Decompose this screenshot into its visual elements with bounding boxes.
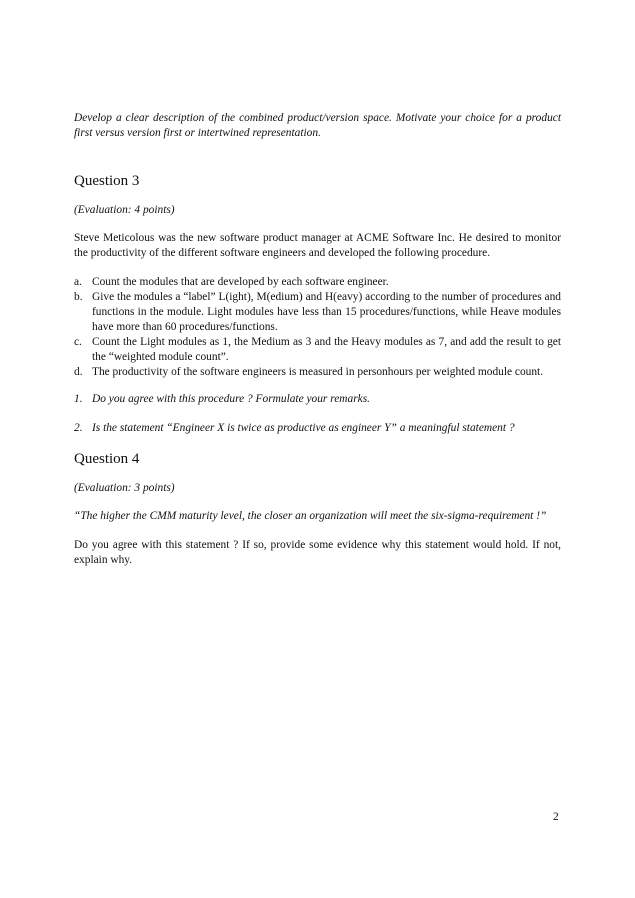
- question-3-heading: Question 3: [74, 173, 140, 189]
- subquestion-text: Do you agree with this procedure ? Formulate your remarks.: [92, 393, 370, 405]
- procedure-step: [74, 335, 561, 365]
- page-number: 2: [553, 811, 559, 823]
- question-4-heading: Question 4: [74, 451, 140, 467]
- question-3-subquestions: [74, 392, 561, 436]
- step-marker: c.: [74, 336, 82, 348]
- subquestion-marker: 2.: [74, 422, 83, 434]
- step-text: Count the Light modules as 1, the Medium as 3 and the Heavy modules as 7, and add the result to get the “weighted module count”.: [92, 336, 561, 363]
- step-marker: b.: [74, 291, 83, 303]
- step-marker: d.: [74, 366, 83, 378]
- subquestion-item: [74, 421, 561, 436]
- procedure-step: [74, 365, 561, 380]
- step-text: Give the modules a “label” L(ight), M(edium) and H(eavy) according to the number of procedures and functions in the module. Light modules have less than 15 procedures/functions, while Heave modules have more than 60 procedures/functions.: [92, 291, 561, 333]
- step-text: Count the modules that are developed by each software engineer.: [92, 276, 389, 288]
- subquestion-item: [74, 392, 561, 407]
- question-4-evaluation: (Evaluation: 3 points): [74, 482, 175, 494]
- step-text: The productivity of the software engineers is measured in personhours per weighted module count.: [92, 366, 544, 378]
- procedure-steps-list: [74, 275, 561, 380]
- subquestion-text: Is the statement “Engineer X is twice as productive as engineer Y” a meaningful statement ?: [92, 422, 515, 434]
- subquestion-marker: 1.: [74, 393, 83, 405]
- question-4-body: Do you agree with this statement ? If so, provide some evidence why this statement would hold. If not, explain why.: [74, 539, 561, 566]
- question-3-body: Steve Meticolous was the new software product manager at ACME Software Inc. He desired to monitor the productivity of the different software engineers and developed the following procedure.: [74, 232, 561, 259]
- question-4-quote: “The higher the CMM maturity level, the closer an organization will meet the six-sigma-requirement !”: [74, 510, 547, 522]
- procedure-step: [74, 290, 561, 335]
- step-marker: a.: [74, 276, 82, 288]
- question-3-evaluation: (Evaluation: 4 points): [74, 204, 175, 216]
- intro-paragraph: Develop a clear description of the combined product/version space. Motivate your choice for a product first versus version first or intertwined representation.: [74, 112, 561, 139]
- page-content: [74, 111, 561, 568]
- procedure-step: [74, 275, 561, 290]
